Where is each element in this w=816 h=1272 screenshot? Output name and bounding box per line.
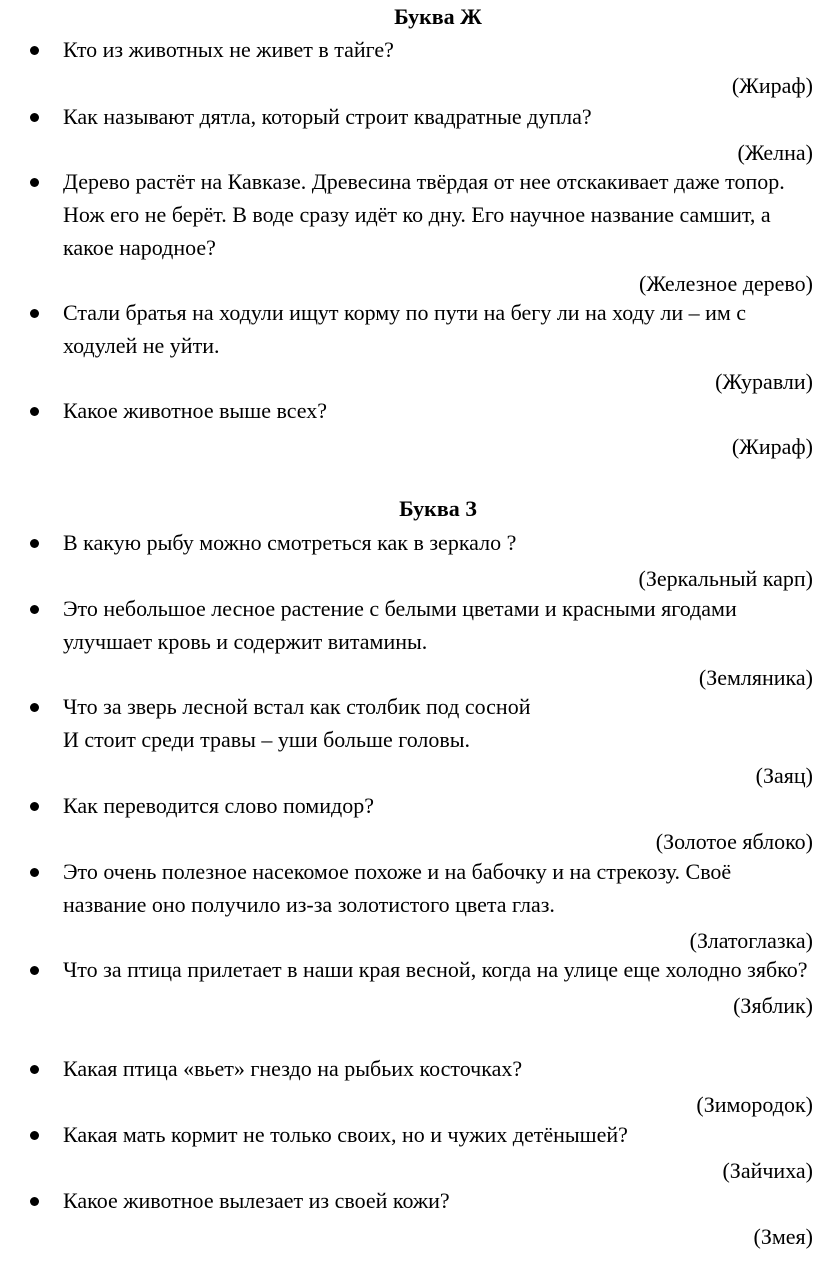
list-item: [0, 165, 816, 300]
question-text: Какое животное выше всех?: [63, 398, 327, 423]
section-title-zh: Буква Ж: [394, 4, 482, 29]
answer-text: (Железное дерево): [639, 271, 813, 296]
bullet-icon: [30, 178, 39, 187]
bullet-icon: [30, 966, 39, 975]
list-item: [0, 855, 816, 957]
question-text: В какую рыбу можно смотреться как в зеркало ?: [63, 530, 517, 555]
answer-text: (Златоглазка): [689, 928, 813, 953]
question-text: Что за зверь лесной встал как столбик под сосной И стоит среди травы – уши больше головы.: [63, 694, 531, 752]
question-text: Какое животное вылезает из своей кожи?: [63, 1188, 450, 1213]
question-text: Стали братья на ходули ищут корму по пути на бегу ли на ходу ли – им с ходулей не уйти.: [63, 300, 747, 358]
answer-text: (Желна): [737, 140, 813, 165]
list-item: [0, 296, 816, 398]
list-item: [0, 1118, 816, 1187]
bullet-icon: [30, 46, 39, 55]
question-text: Кто из животных не живет в тайге?: [63, 37, 394, 62]
answer-text: (Земляника): [698, 665, 813, 690]
answer-text: (Зяблик): [733, 993, 813, 1018]
list-item: [0, 690, 816, 792]
bullet-icon: [30, 407, 39, 416]
question-text: Это очень полезное насекомое похоже и на бабочку и на стрекозу. Своё название оно получило из-за золотистого цвета глаз.: [63, 859, 732, 917]
answer-text: (Золотое яблоко): [655, 829, 813, 854]
question-text: Что за птица прилетает в наши края весной, когда на улице еще холодно зябко?: [63, 957, 808, 982]
bullet-icon: [30, 1065, 39, 1074]
list-item: [0, 33, 816, 102]
bullet-icon: [30, 113, 39, 122]
question-text: Какая мать кормит не только своих, но и чужих детёнышей?: [63, 1122, 628, 1147]
bullet-icon: [30, 868, 39, 877]
answer-text: (Журавли): [715, 369, 813, 394]
question-text: Дерево растёт на Кавказе. Древесина твёрдая от нее отскакивает даже топор. Нож его не берёт. В воде сразу идёт ко дну. Его научное название самшит, а какое народное?: [63, 169, 785, 260]
bullet-icon: [30, 605, 39, 614]
list-item: [0, 394, 816, 463]
bullet-icon: [30, 703, 39, 712]
list-item: [0, 526, 816, 595]
bullet-icon: [30, 1131, 39, 1140]
list-item: [0, 953, 816, 1022]
section-title-z: Буква З: [399, 496, 477, 521]
question-text: Как называют дятла, который строит квадратные дупла?: [63, 104, 592, 129]
list-item: [0, 100, 816, 169]
answer-text: (Жираф): [731, 73, 813, 98]
bullet-icon: [30, 1197, 39, 1206]
question-text: Как переводится слово помидор?: [63, 793, 374, 818]
list-item: [0, 1184, 816, 1253]
list-item: [0, 592, 816, 694]
answer-text: (Заяц): [755, 763, 813, 788]
bullet-icon: [30, 802, 39, 811]
answer-text: (Змея): [753, 1224, 813, 1249]
question-text: Это небольшое лесное растение с белыми цветами и красными ягодами улучшает кровь и содержит витамины.: [63, 596, 737, 654]
bullet-icon: [30, 539, 39, 548]
answer-text: (Зимородок): [696, 1092, 813, 1117]
answer-text: (Зайчиха): [722, 1158, 813, 1183]
bullet-icon: [30, 309, 39, 318]
answer-text: (Зеркальный карп): [638, 566, 813, 591]
list-item: [0, 1052, 816, 1121]
answer-text: (Жираф): [731, 434, 813, 459]
question-text: Какая птица «вьет» гнездо на рыбьих косточках?: [63, 1056, 523, 1081]
list-item: [0, 789, 816, 858]
